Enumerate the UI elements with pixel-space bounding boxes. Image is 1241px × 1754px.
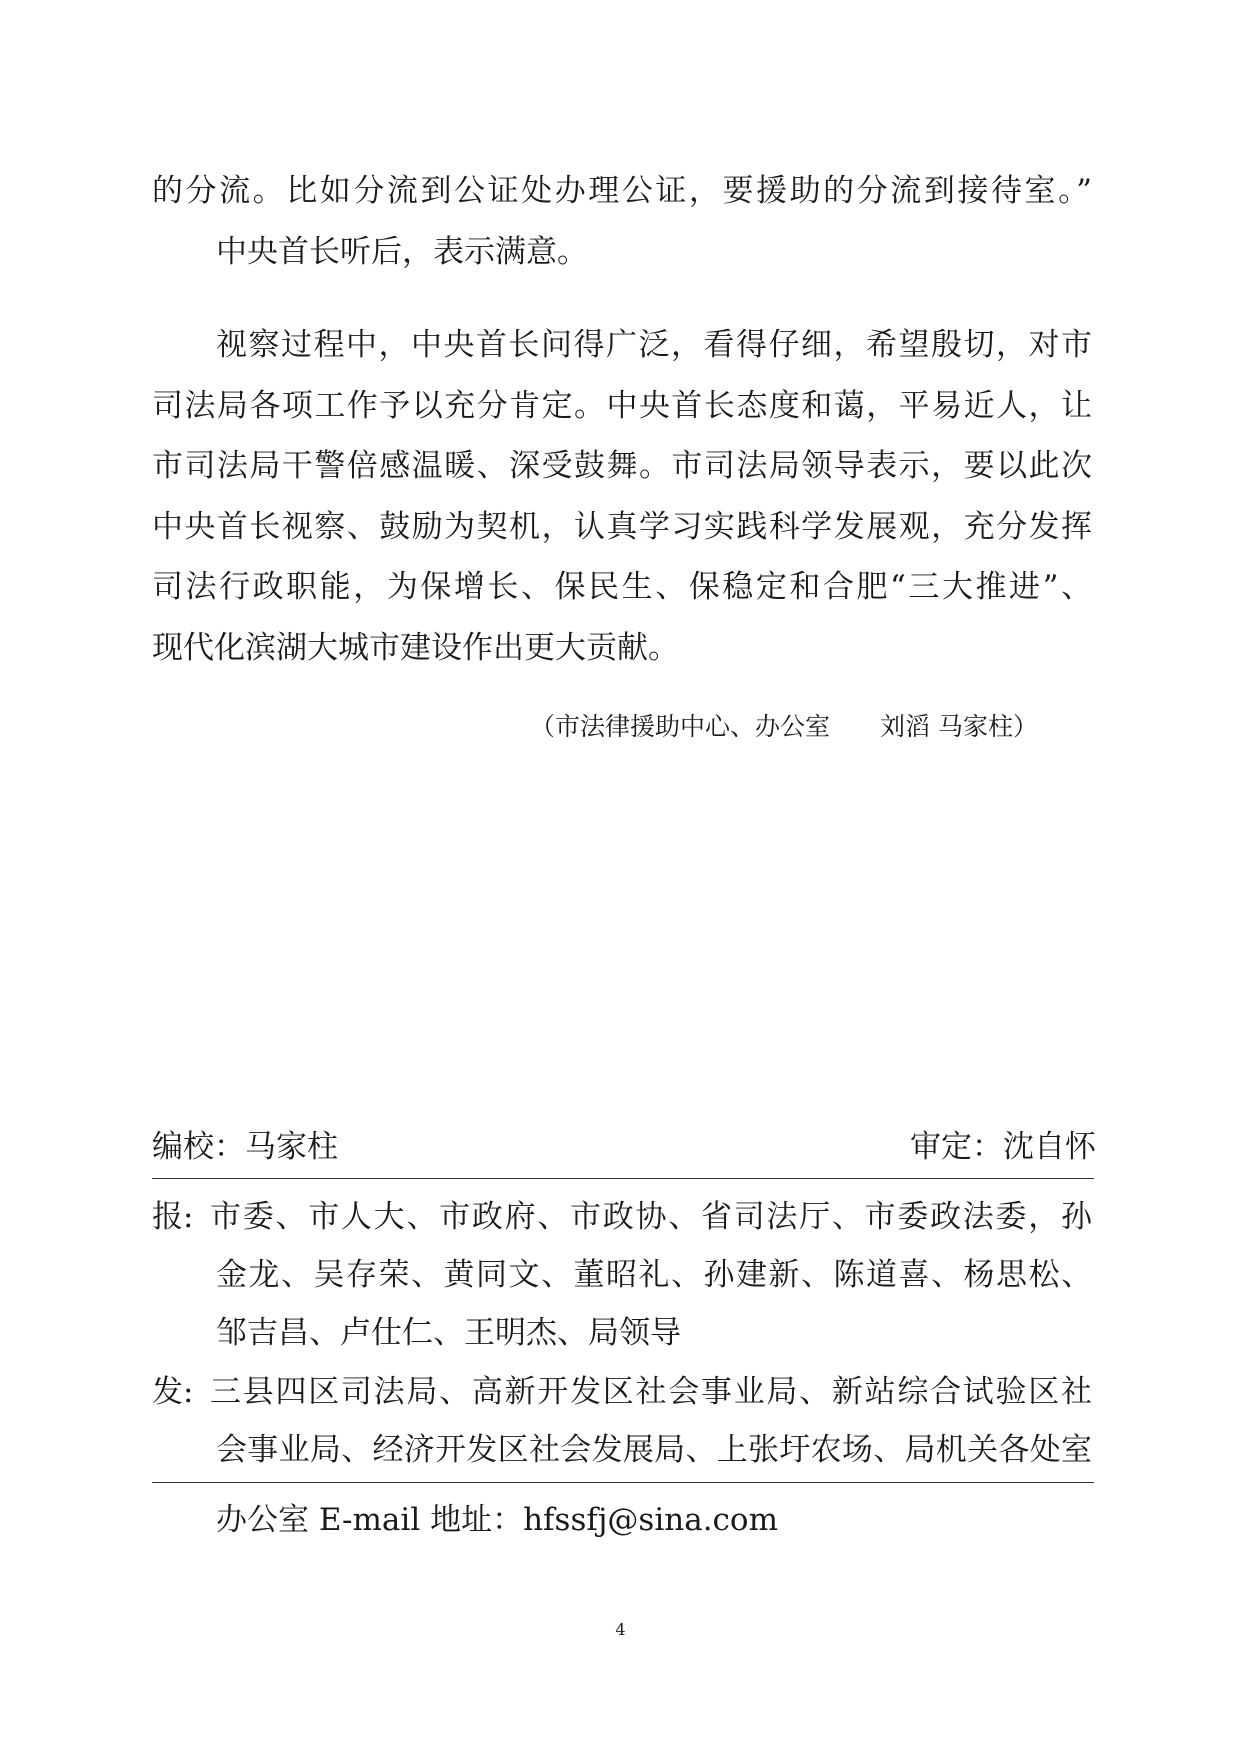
body-line: 司法行政职能，为保增长、保民生、保稳定和合肥“三大推进”、 <box>152 569 1092 605</box>
bottom-rule <box>152 1482 1094 1483</box>
body-line: 的分流。比如分流到公证处办理公证，要援助的分流到接待室。” <box>152 173 1092 209</box>
report-line: 邹吉昌、卢仕仁、王明杰、局领导 <box>216 1315 681 1351</box>
editor: 编校：马家柱 <box>152 1129 338 1165</box>
report-label: 报: <box>152 1199 194 1235</box>
reviewer: 审定：沈自怀 <box>910 1129 1096 1165</box>
top-rule <box>152 1178 1094 1179</box>
email-line: 办公室 E-mail 地址：hfssfj@sina.com <box>216 1502 778 1538</box>
byline: （市法律援助中心、办公室 刘滔 马家柱） <box>530 712 1038 741</box>
send-line: 会事业局、经济开发区社会发展局、上张圩农场、局机关各处室 <box>216 1432 1092 1468</box>
body-line: 视察过程中，中央首长问得广泛，看得仔细，希望殷切，对市 <box>216 327 1092 363</box>
page-number: 4 <box>615 1620 626 1639</box>
send-line: 三县四区司法局、高新开发区社会事业局、新站综合试验区社 <box>210 1374 1092 1410</box>
send-label: 发: <box>152 1374 194 1410</box>
body-line: 中央首长视察、鼓励为契机，认真学习实践科学发展观，充分发挥 <box>152 509 1092 545</box>
report-line: 市委、市人大、市政府、市政协、省司法厅、市委政法委，孙 <box>210 1199 1092 1235</box>
body-line: 市司法局干警倍感温暖、深受鼓舞。市司法局领导表示，要以此次 <box>152 448 1092 484</box>
body-line: 司法局各项工作予以充分肯定。中央首长态度和蔼，平易近人，让 <box>152 388 1092 424</box>
body-line: 中央首长听后，表示满意。 <box>216 234 588 270</box>
report-line: 金龙、吴存荣、黄同文、董昭礼、孙建新、陈道喜、杨思松、 <box>216 1257 1092 1293</box>
body-line: 现代化滨湖大城市建设作出更大贡献。 <box>152 630 679 666</box>
